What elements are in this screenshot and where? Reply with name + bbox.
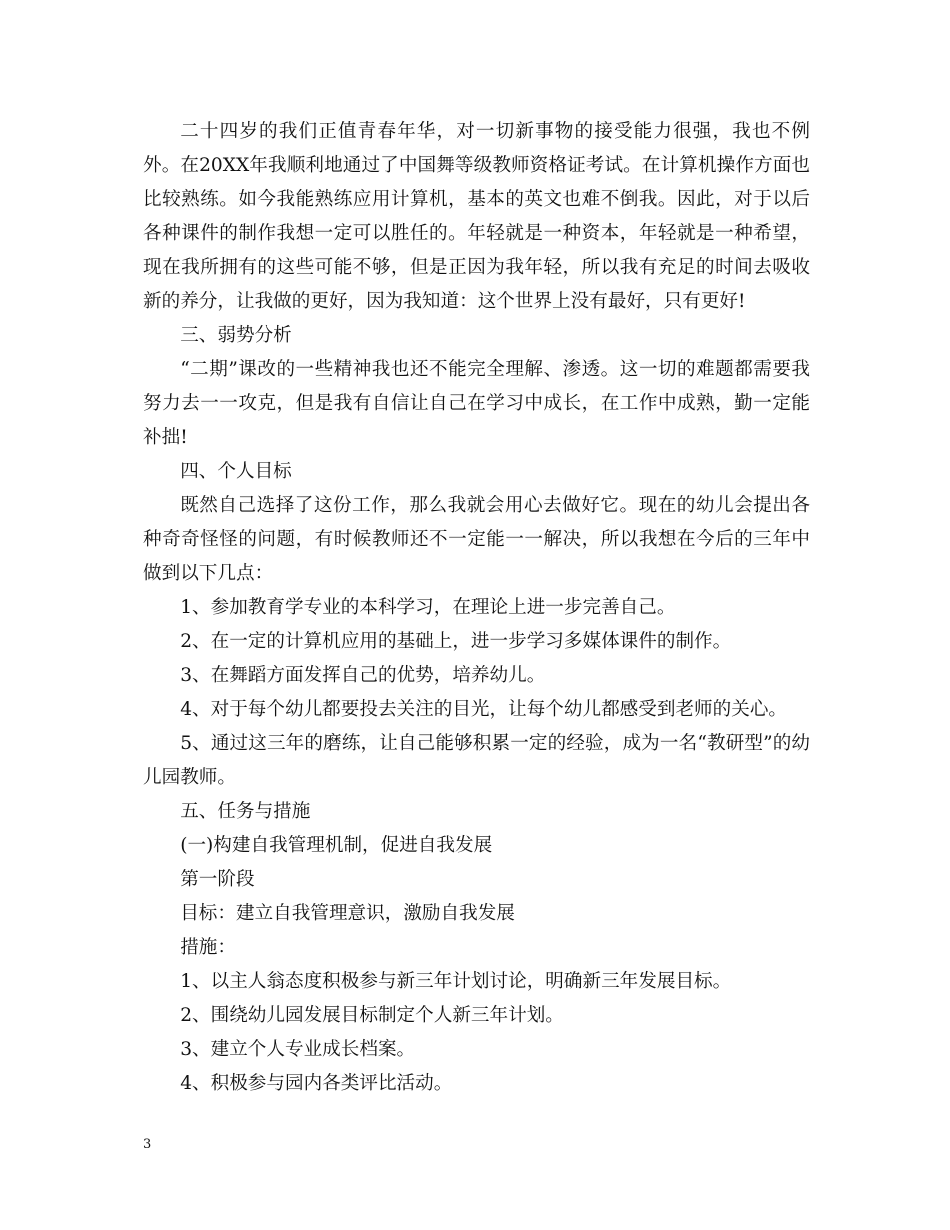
subheading-stage-one: 第一阶段 — [180, 869, 255, 890]
paragraph-weakness: “二期”课改的一些精神我也还不能完全理解、渗透。这一切的难题都需要我努力去一一攻克，但是我有自信让自己在学习中成长，在工作中成熟，勤一定能补拙! — [143, 359, 810, 448]
goal-item-3: 3、在舞蹈方面发挥自己的优势，培养幼儿。 — [180, 665, 546, 686]
goal-item-5: 5、通过这三年的磨练，让自己能够积累一定的经验，成为一名“教研型”的幼儿园教师。 — [143, 733, 810, 788]
heading-tasks-measures: 五、任务与措施 — [180, 801, 311, 822]
measure-item-4: 4、积极参与园内各类评比活动。 — [180, 1073, 453, 1094]
paragraph-goals-intro: 既然自己选择了这份工作，那么我就会用心去做好它。现在的幼儿会提出各种奇奇怪怪的问题，有时候教师还不一定能一一解决，所以我想在今后的三年中做到以下几点： — [143, 495, 810, 584]
heading-personal-goals: 四、个人目标 — [180, 461, 292, 482]
stage-one-measures-label: 措施： — [180, 937, 236, 958]
measure-item-1: 1、以主人翁态度积极参与新三年计划讨论，明确新三年发展目标。 — [180, 971, 732, 992]
measure-item-2: 2、围绕幼儿园发展目标制定个人新三年计划。 — [180, 1005, 564, 1026]
goal-item-2: 2、在一定的计算机应用的基础上，进一步学习多媒体课件的制作。 — [180, 631, 732, 652]
paragraph-strengths: 二十四岁的我们正值青春年华，对一切新事物的接受能力很强，我也不例外。在20XX年我顺利地通过了中国舞等级教师资格证考试。在计算机操作方面也比较熟练。如今我能熟练应用计算机，基本的英文也难不倒我。因此，对于以后各种课件的制作我想一定可以胜任的。年轻就是一种资本，年轻就是一种希望，现在我所拥有的这些可能不够，但是正因为我年轻，所以我有充足的时间去吸收新的养分，让我做的更好，因为我知道：这个世界上没有最好，只有更好! — [143, 121, 810, 312]
subheading-self-management: (一)构建自我管理机制，促进自我发展 — [180, 835, 493, 856]
goal-item-4: 4、对于每个幼儿都要投去关注的目光，让每个幼儿都感受到老师的关心。 — [180, 699, 788, 720]
document-body — [143, 115, 810, 1101]
page-number: 3 — [143, 1137, 152, 1152]
measure-item-3: 3、建立个人专业成长档案。 — [180, 1039, 416, 1060]
stage-one-goal: 目标：建立自我管理意识，激励自我发展 — [180, 903, 515, 924]
goal-item-1: 1、参加教育学专业的本科学习，在理论上进一步完善自己。 — [180, 597, 676, 618]
heading-weakness-analysis: 三、弱势分析 — [180, 325, 292, 346]
